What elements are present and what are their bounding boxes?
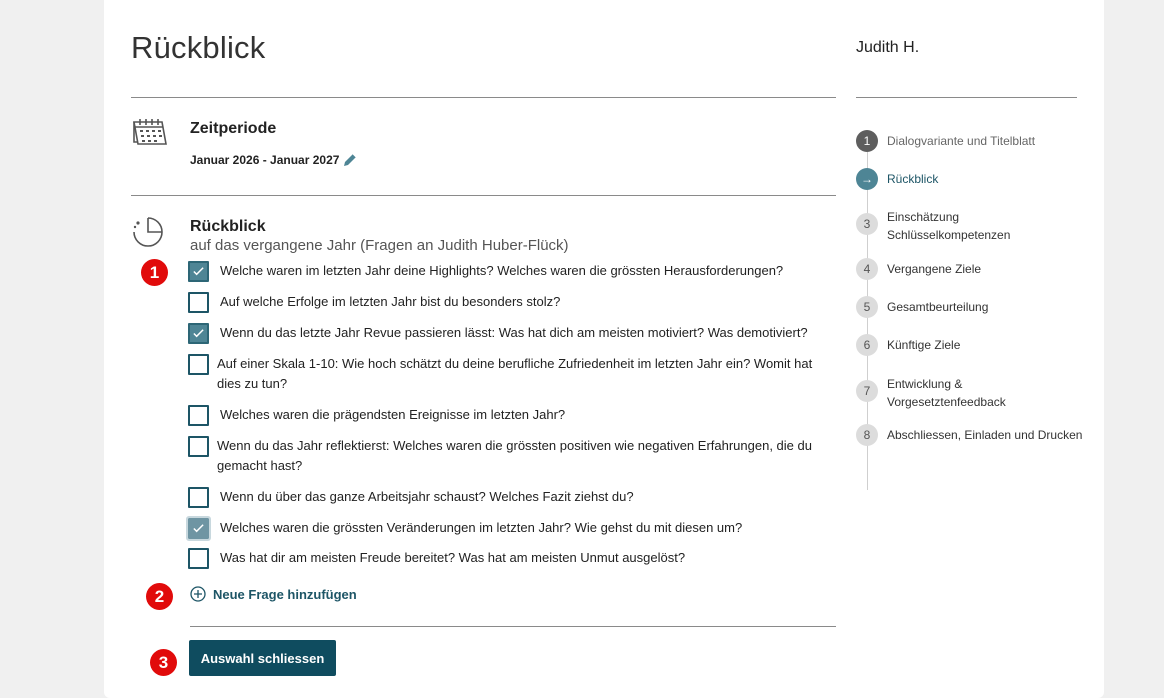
plus-circle-icon <box>190 586 206 602</box>
question-item <box>188 518 838 539</box>
question-item <box>188 292 838 313</box>
arrow-right-icon: → <box>856 168 878 190</box>
calendar-icon <box>130 116 170 153</box>
step-item-6[interactable] <box>856 334 1086 356</box>
question-checkbox[interactable] <box>188 487 209 508</box>
rueckblick-title: Rückblick <box>190 218 266 235</box>
user-name: Judith H. <box>856 39 920 56</box>
step-label: Dialogvariante und Titelblatt <box>887 134 1036 148</box>
check-icon <box>192 522 205 535</box>
step-label: Einschätzung Schlüsselkompetenzen <box>887 210 1011 242</box>
check-icon <box>192 327 205 340</box>
step-number: 7 <box>856 380 878 402</box>
question-item <box>188 487 838 508</box>
question-text: Wenn du über das ganze Arbeitsjahr schaust? Welches Fazit ziehst du? <box>220 489 634 504</box>
question-checkbox[interactable] <box>188 548 209 569</box>
question-checkbox[interactable] <box>188 292 209 313</box>
question-item <box>188 354 838 394</box>
page-title: Rückblick <box>131 30 266 65</box>
step-number: 6 <box>856 334 878 356</box>
step-item-2[interactable] <box>856 168 1086 190</box>
question-item <box>188 548 838 569</box>
step-item-1[interactable] <box>856 130 1086 152</box>
question-text: Welches waren die prägendsten Ereignisse im letzten Jahr? <box>220 407 566 422</box>
pie-chart-icon <box>130 214 166 255</box>
annotation-badge-1: 1 <box>141 259 168 286</box>
step-number: 4 <box>856 258 878 280</box>
question-checkbox[interactable] <box>188 354 209 375</box>
zeitperiode-title: Zeitperiode <box>190 120 277 137</box>
step-label: Gesamtbeurteilung <box>887 300 989 314</box>
question-checkbox[interactable] <box>188 261 209 282</box>
step-label: Abschliessen, Einladen und Drucken <box>887 428 1083 442</box>
step-label: Entwicklung & Vorgesetztenfeedback <box>887 377 1006 409</box>
check-icon <box>192 265 205 278</box>
question-checkbox[interactable] <box>188 436 209 457</box>
divider-middle <box>131 195 836 196</box>
add-question-link[interactable] <box>190 586 357 602</box>
question-checkbox[interactable] <box>188 405 209 426</box>
step-label: Rückblick <box>887 172 939 186</box>
question-text: Welche waren im letzten Jahr deine Highlights? Welches waren die grössten Herausforderungen? <box>220 263 784 278</box>
question-item <box>188 436 838 476</box>
question-text: Wenn du das letzte Jahr Revue passieren lässt: Was hat dich am meisten motiviert? Was demotiviert? <box>220 325 808 340</box>
step-number: 1 <box>856 130 878 152</box>
step-item-5[interactable] <box>856 296 1086 318</box>
question-text: Was hat dir am meisten Freude bereitet? Was hat am meisten Unmut ausgelöst? <box>220 550 686 565</box>
question-checkbox[interactable] <box>188 518 209 539</box>
divider-bottom <box>190 626 836 627</box>
step-number: 3 <box>856 213 878 235</box>
question-checkbox[interactable] <box>188 323 209 344</box>
question-item <box>188 323 838 344</box>
divider-top <box>131 97 836 98</box>
step-label: Künftige Ziele <box>887 338 961 352</box>
step-number: 8 <box>856 424 878 446</box>
sidebar-divider <box>856 97 1077 98</box>
step-label: Vergangene Ziele <box>887 262 982 276</box>
question-text: Welches waren die grössten Veränderungen im letzten Jahr? Wie gehst du mit diesen um? <box>220 520 743 535</box>
question-item <box>188 405 838 426</box>
add-question-label: Neue Frage hinzufügen <box>213 586 357 602</box>
zeitperiode-value-row <box>190 152 358 168</box>
close-selection-button[interactable]: Auswahl schliessen <box>189 640 336 676</box>
question-item <box>188 261 838 282</box>
rueckblick-subtitle: auf das vergangene Jahr (Fragen an Judith Huber-Flück) <box>190 237 569 254</box>
question-text: Auf einer Skala 1-10: Wie hoch schätzt du deine berufliche Zufriedenheit im letzten Jahr ein? Womit hat dies zu tun? <box>217 356 813 391</box>
step-item-7[interactable] <box>856 373 1086 411</box>
question-text: Auf welche Erfolge im letzten Jahr bist du besonders stolz? <box>220 294 561 309</box>
annotation-badge-2: 2 <box>146 583 173 610</box>
step-item-3[interactable] <box>856 206 1086 244</box>
zeitperiode-value: Januar 2026 - Januar 2027 <box>190 153 340 167</box>
question-text: Wenn du das Jahr reflektierst: Welches waren die grössten positiven wie negativen Erfahrungen, die du gemacht hast? <box>217 438 812 473</box>
annotation-badge-3: 3 <box>150 649 177 676</box>
pencil-icon[interactable] <box>342 152 358 168</box>
step-item-4[interactable] <box>856 258 1086 280</box>
step-item-8[interactable] <box>856 424 1086 446</box>
step-number: 5 <box>856 296 878 318</box>
